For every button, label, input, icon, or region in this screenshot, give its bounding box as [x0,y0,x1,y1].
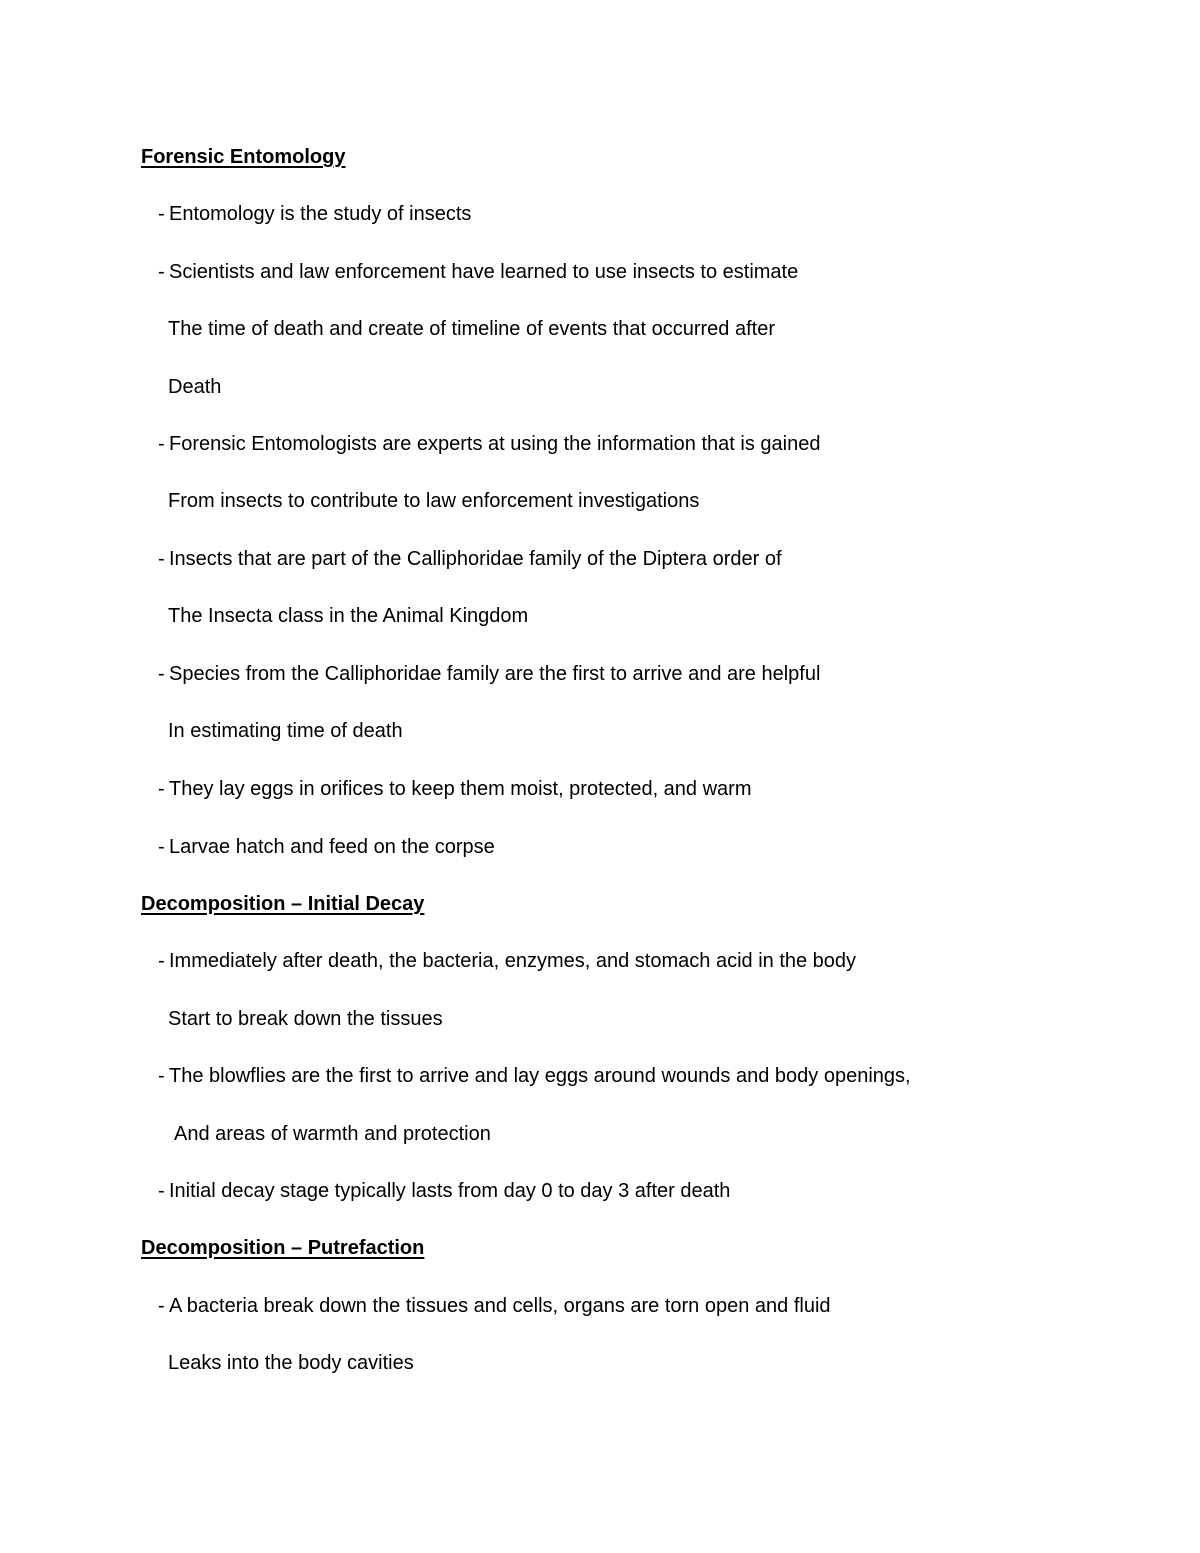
bullet-item [158,777,752,801]
bullet-marker: - [158,778,165,800]
bullet-marker: - [158,548,165,570]
bullet-marker: - [158,950,165,972]
continuation-line: The Insecta class in the Animal Kingdom [168,605,529,627]
bullet-marker: - [158,433,165,455]
bullet-text: They lay eggs in orifices to keep them moist, protected, and warm [169,778,752,800]
bullet-item [158,432,820,456]
bullet-item [158,1294,831,1318]
bullet-marker: - [158,1180,165,1202]
bullet-text: Insects that are part of the Calliphoridae family of the Diptera order of [169,548,782,570]
bullet-marker: - [158,836,165,858]
bullet-text: Immediately after death, the bacteria, enzymes, and stomach acid in the body [169,950,857,972]
bullet-item [158,1179,730,1203]
bullet-text: Forensic Entomologists are experts at using the information that is gained [169,433,821,455]
section-heading-forensic-entomology: Forensic Entomology [141,146,346,168]
bullet-marker: - [158,1065,165,1087]
section-heading-putrefaction: Decomposition – Putrefaction [141,1237,425,1259]
continuation-line: Leaks into the body cavities [168,1352,414,1374]
bullet-item [158,202,471,226]
bullet-marker: - [158,663,165,685]
continuation-line: And areas of warmth and protection [174,1123,491,1145]
bullet-item [158,1064,911,1088]
bullet-text: A bacteria break down the tissues and cells, organs are torn open and fluid [169,1295,831,1317]
continuation-line: In estimating time of death [168,720,403,742]
bullet-marker: - [158,261,165,283]
bullet-item [158,547,782,571]
bullet-text: The blowflies are the first to arrive and lay eggs around wounds and body openings, [169,1065,911,1087]
bullet-marker: - [158,203,165,225]
bullet-item [158,662,820,686]
bullet-item [158,260,798,284]
bullet-marker: - [158,1295,165,1317]
bullet-item [158,835,495,859]
bullet-text: Larvae hatch and feed on the corpse [169,836,495,858]
bullet-text: Entomology is the study of insects [169,203,472,225]
bullet-item [158,949,856,973]
continuation-line: The time of death and create of timeline of events that occurred after [168,318,776,340]
continuation-line: From insects to contribute to law enforcement investigations [168,490,700,512]
bullet-text: Initial decay stage typically lasts from day 0 to day 3 after death [169,1180,731,1202]
continuation-line: Death [168,376,222,398]
section-heading-initial-decay: Decomposition – Initial Decay [141,893,425,915]
continuation-line: Start to break down the tissues [168,1008,443,1030]
bullet-text: Species from the Calliphoridae family are the first to arrive and are helpful [169,663,821,685]
bullet-text: Scientists and law enforcement have learned to use insects to estimate [169,261,799,283]
